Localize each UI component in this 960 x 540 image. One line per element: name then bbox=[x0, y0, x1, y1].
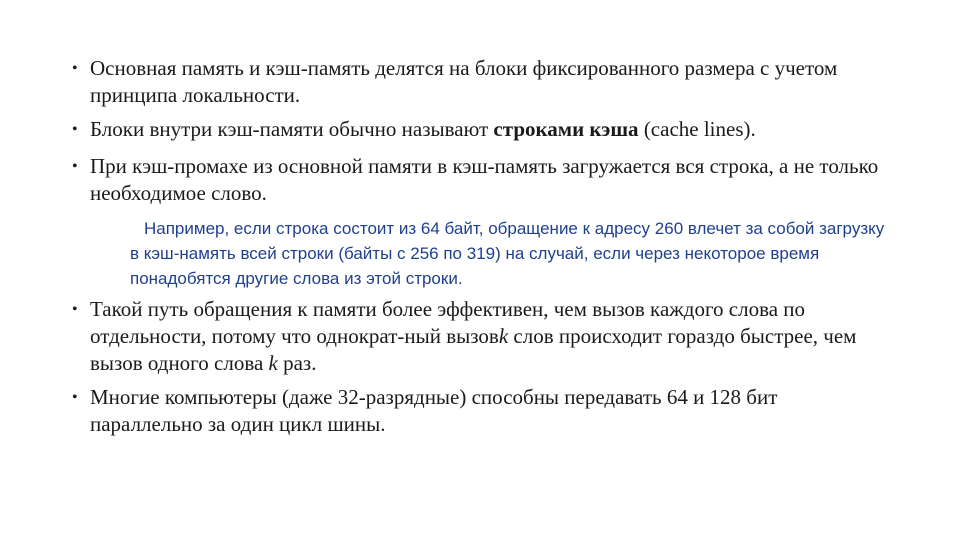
bullet-item-2 bbox=[72, 116, 892, 143]
example-note-text: Например, если строка состоит из 64 байт, обращение к адресу 260 влечет за собой загрузку в кэш-намять всей строки (байты с 256 по 319) на случай, если через некоторое время понадобятся другие слова из этой строки. bbox=[130, 219, 885, 288]
bullet-text-part1: Такой путь обращения к памяти более эффективен, чем вызов каждого слова по отдельности, потому что однократ-ный вызов bbox=[90, 297, 806, 348]
bullet-icon: • bbox=[72, 389, 78, 406]
variable-k: k bbox=[268, 351, 278, 375]
bullet-text-prefix: Блоки внутри кэш-памяти обычно называют bbox=[90, 117, 494, 141]
bullet-item-5 bbox=[72, 384, 892, 438]
example-note bbox=[130, 216, 890, 291]
variable-k: k bbox=[498, 324, 509, 348]
bold-term: строками кэша bbox=[493, 117, 639, 141]
bullet-icon: • bbox=[72, 158, 78, 175]
bullet-text: Основная память и кэш-память делятся на блоки фиксированного размера с учетом принципа локальности. bbox=[90, 56, 838, 107]
bullet-text bbox=[90, 116, 892, 143]
bullet-text-suffix: (cache lines). bbox=[638, 117, 756, 141]
bullet-item-4 bbox=[72, 296, 892, 377]
bullet-text bbox=[90, 296, 892, 377]
bullet-text-part2: слов происходит гораздо быстрее, чем вызов одного слова bbox=[90, 324, 857, 375]
bullet-icon: • bbox=[72, 60, 78, 77]
bullet-text: Многие компьютеры (даже 32-разрядные) способны передавать 64 и 128 бит параллельно за один цикл шины. bbox=[90, 385, 778, 436]
bullet-item-1 bbox=[72, 55, 892, 109]
bullet-text-part3: раз. bbox=[277, 351, 317, 375]
bullet-icon: • bbox=[72, 121, 78, 138]
bullet-icon: • bbox=[72, 301, 78, 318]
bullet-text: При кэш-промахе из основной памяти в кэш-память загружается вся строка, а не только необходимое слово. bbox=[90, 154, 879, 205]
bullet-item-3 bbox=[72, 153, 892, 207]
